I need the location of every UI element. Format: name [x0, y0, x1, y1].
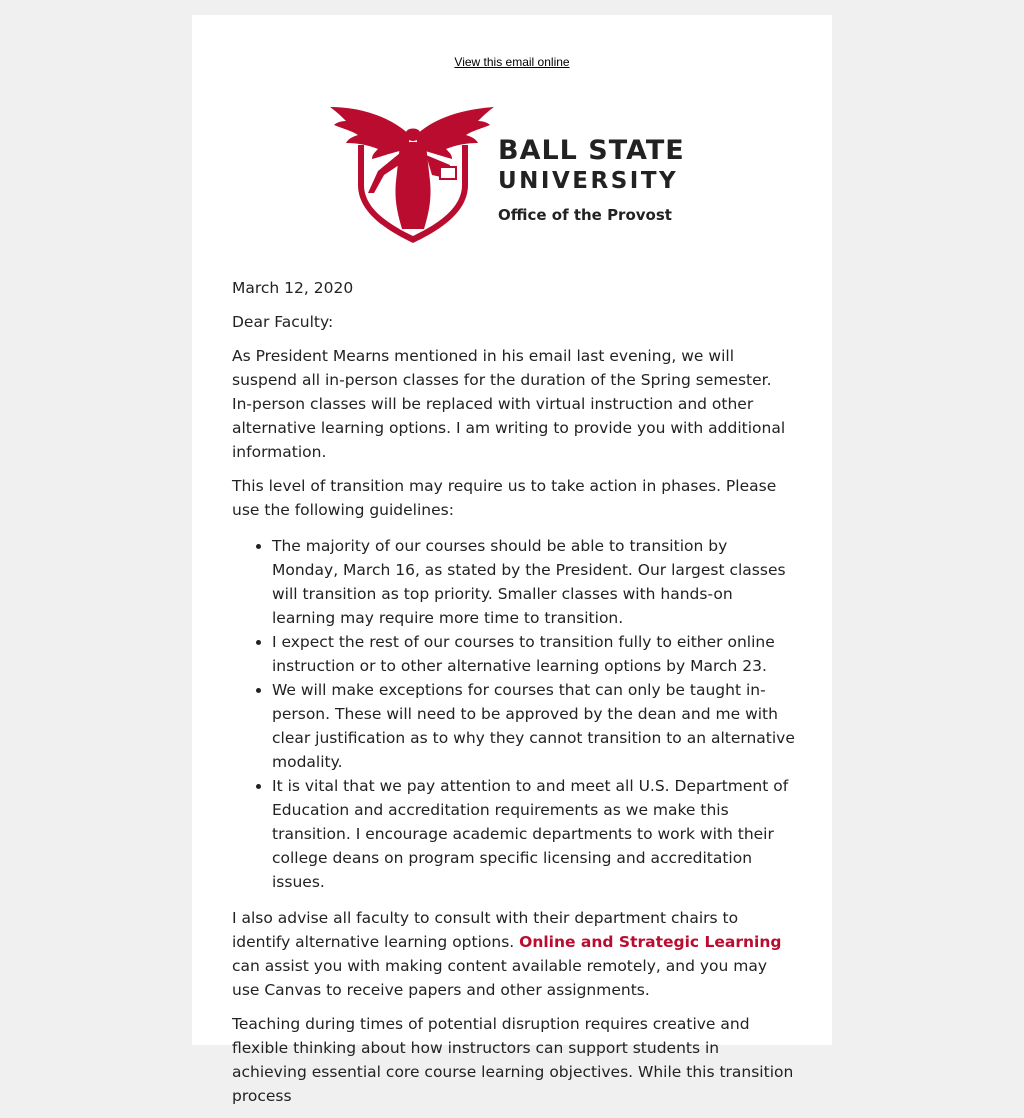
- list-item: • We will make exceptions for courses that can only be taught in-person. These will need to be approved by the dean and me with clear justification as to why they cannot transition to an alternative modality.: [272, 678, 796, 774]
- logo-wordmark: [498, 135, 685, 225]
- letter-paragraph-4: Teaching during times of potential disruption requires creative and flexible thinking about how instructors can support students in achieving essential core course learning objectives. While this transition process: [232, 1015, 794, 1105]
- paragraph-3-text-before: I also advise all faculty to consult with their department chairs to identify alternative learning options.: [232, 909, 739, 951]
- online-strategic-learning-link[interactable]: Online and Strategic Learning: [519, 933, 782, 951]
- list-item: • The majority of our courses should be able to transition by Monday, March 16, as stated by the President. Our largest classes will transition as top priority. Smaller classes with hands-on learning may require more time to transition.: [272, 534, 796, 630]
- view-online-bar: [192, 55, 832, 69]
- letter-content: [232, 276, 796, 1118]
- logo-text-university: UNIVERSITY: [498, 168, 679, 194]
- letter-paragraph-3: [232, 906, 796, 1002]
- ball-state-seal-icon: [328, 105, 498, 245]
- paragraph-3-text-after: can assist you with making content available remotely, and you may use Canvas to receive papers and other assignments.: [232, 957, 768, 999]
- letter-date: March 12, 2020: [232, 279, 354, 297]
- view-email-online-link[interactable]: View this email online: [454, 55, 570, 69]
- ball-state-provost-logo: [328, 105, 698, 245]
- guidelines-list: [232, 534, 796, 894]
- letter-paragraph-2: This level of transition may require us to take action in phases. Please use the following guidelines:: [232, 477, 777, 519]
- letter-salutation: Dear Faculty:: [232, 313, 334, 331]
- letter-paragraph-1: As President Mearns mentioned in his email last evening, we will suspend all in-person classes for the duration of the Spring semester. In-person classes will be replaced with virtual instruction and other alternative learning options. I am writing to provide you with additional information.: [232, 347, 786, 461]
- list-item: • I expect the rest of our courses to transition fully to either online instruction or to other alternative learning options by March 23.: [272, 630, 796, 678]
- email-body: [192, 15, 832, 1105]
- list-item: • It is vital that we pay attention to and meet all U.S. Department of Education and accreditation requirements as we make this transition. I encourage academic departments to work with their college deans on program specific licensing and accreditation issues.: [272, 774, 796, 894]
- logo-text-ball-state: BALL STATE: [498, 135, 685, 166]
- logo-text-office: Office of the Provost: [498, 206, 672, 224]
